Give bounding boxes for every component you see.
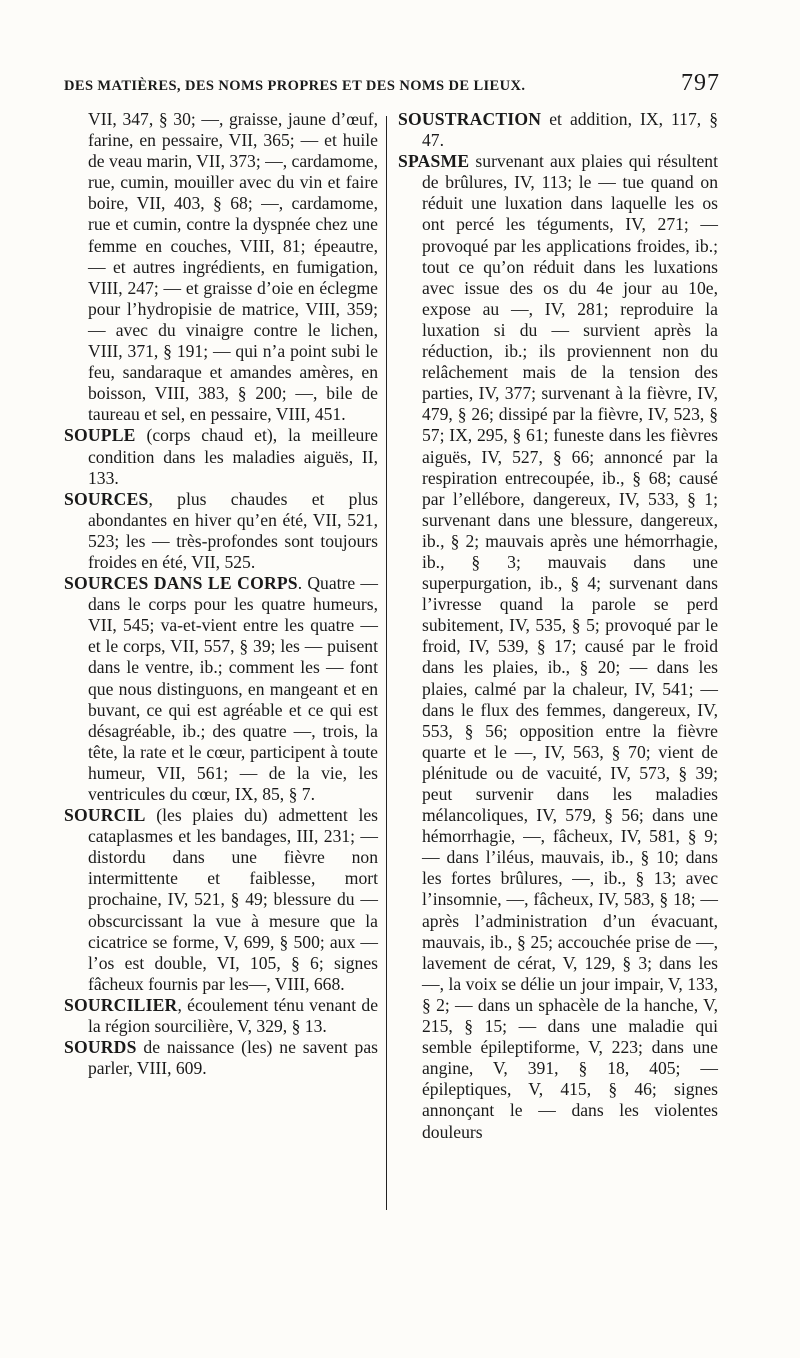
entry-headword: SPASME: [398, 151, 470, 172]
entry-headword: SOURCIL: [64, 805, 146, 826]
entry-text: de naissance (les) ne savent pas parler, VIII, 609.: [88, 1037, 378, 1079]
entry-text: . Quatre — dans le corps pour les quatre humeurs, VII, 545; va-et-vient entre les quatre — et le corps, VII, 557, § 39; les — puisent dans le ventre, ib.; comment les — font que nous distinguons, en mangeant et en buvant, ce qui est agréable et ce qui est désagréable, ib.; des quatre —, trois, la tête, la rate et le cœur, participent à toute humeur, VII, 561; — de la vie, les ventricules du cœur, IX, 85, § 7.: [88, 573, 378, 804]
index-entry: [64, 573, 378, 805]
entry-text: (corps chaud et), la meilleure condition dans les maladies aiguës, II, 133.: [88, 425, 378, 488]
entry-headword: SOURCES: [64, 488, 149, 509]
index-entry: [64, 489, 378, 573]
entry-text: (les plaies du) admettent les cataplasmes et les bandages, III, 231; — distordu dans une fièvre non intermittente et faiblesse, mort prochaine, IV, 521, § 49; blessure du — obscurcissant la vue à mesure que la cicatrice se forme, V, 699, § 500; aux — l’os est double, VI, 105, § 6; signes fâcheux fournis par les—, VIII, 668.: [88, 805, 378, 994]
left-column: [64, 109, 378, 1079]
index-entry: [64, 995, 378, 1037]
entry-text: survenant aux plaies qui résultent de brûlures, IV, 113; le — tue quand on réduit une luxation dans laquelle les os ont percé les téguments, IV, 271; — provoqué par les applications froides, ib.; tout ce qu’on réduit dans les luxations avec issue des os du 4e jour au 10e, expose au —, IV, 281; reproduire la luxation si du — survient après la réduction, ib.; ils proviennent non du relâchement mais de la tension des parties, IV, 377; survenant à la fièvre, IV, 479, § 26; dissipé par la fièvre, IV, 523, § 57; IX, 295, § 61; funeste dans les fièvres aiguës, IV, 527, § 66; annoncé par la respiration entrecoupée, ib., § 68; causé par l’ellébore, dangereux, IV, 533, § 1; survenant dans une blessure, dangereux, ib., § 2; mauvais après une hémorrhagie, ib., § 3; mauvais dans une superpurgation, ib., § 4; survenant dans l’ivresse quand la parole se perd subitement, IV, 535, § 5; provoqué par le froid, IV, 539, § 17; causé par le froid dans les plaies, ib., § 20; — dans les plaies, calmé par la chaleur, IV, 541; — dans le flux des femmes, dangereux, IV, 553, § 56; opposition entre la fièvre quarte et le —, IV, 563, § 70; vient de plénitude ou de vacuité, IV, 573, § 39; peut survenir dans les maladies mélancoliques, IV, 579, § 56; dans une hémorrhagie, —, fâcheux, IV, 581, § 9; — dans l’iléus, mauvais, ib., § 10; dans les fortes brûlures, —, ib., § 13; avec l’insomnie, —, fâcheux, IV, 583, § 18; — après l’administration d’un évacuant, mauvais, ib., § 25; accouchée prise de —, lavement de cérat, V, 129, § 3; dans les —, la voix se délie un jour impair, V, 133, § 2; — dans un sphacèle de la hanche, V, 215, § 15; — dans une maladie qui semble épileptiforme, V, 223; dans une angine, V, 391, § 18, 405; — épileptiques, V, 415, § 46; signes annonçant le — dans les violentes douleurs: [422, 151, 718, 1142]
running-head: DES MATIÈRES, DES NOMS PROPRES ET DES NOMS DE LIEUX.: [64, 78, 526, 94]
entry-text: et addition, IX, 117, § 47.: [422, 109, 718, 151]
entry-headword: SOURDS: [64, 1037, 137, 1058]
index-entry: [398, 151, 718, 1142]
entry-text: , écoulement ténu venant de la région sourcilière, V, 329, § 13.: [88, 994, 378, 1037]
index-entry: [64, 425, 378, 488]
index-entry: [398, 109, 718, 151]
index-entry: [64, 1037, 378, 1079]
entry-headword: SOURCES DANS LE CORPS: [64, 573, 298, 594]
page-header: [64, 70, 720, 102]
page-number: 797: [681, 70, 720, 96]
continuation-entry: [64, 109, 378, 425]
index-entry: [64, 805, 378, 995]
right-column: [398, 109, 718, 1143]
entry-text: , plus chaudes et plus abondantes en hiver qu’en été, VII, 521, 523; les — très-profondes sont toujours froides en été, VII, 525.: [88, 488, 378, 572]
entry-headword: SOUPLE: [64, 425, 136, 446]
entry-text: VII, 347, § 30; —, graisse, jaune d’œuf, farine, en pessaire, VII, 365; — et huile de veau marin, VII, 373; —, cardamome, rue, cumin, mouiller avec du vin et faire boire, VII, 403, § 68; —, cardamome, rue et cumin, contre la dyspnée chez une femme en couches, VIII, 81; épeautre, — et autres ingrédients, en fumigation, VIII, 247; — et graisse d’oie en éclegme pour l’hydropisie de matrice, VIII, 359; — avec du vinaigre contre le lichen, VIII, 371, § 191; — qui n’a point subi le feu, sandaraque et amandes amères, en boisson, VIII, 383, § 200; —, bile de taureau et sel, en pessaire, VIII, 451.: [88, 109, 378, 425]
entry-headword: SOURCILIER: [64, 994, 178, 1015]
column-divider: [386, 116, 387, 1210]
entry-headword: SOUSTRACTION: [398, 109, 542, 129]
